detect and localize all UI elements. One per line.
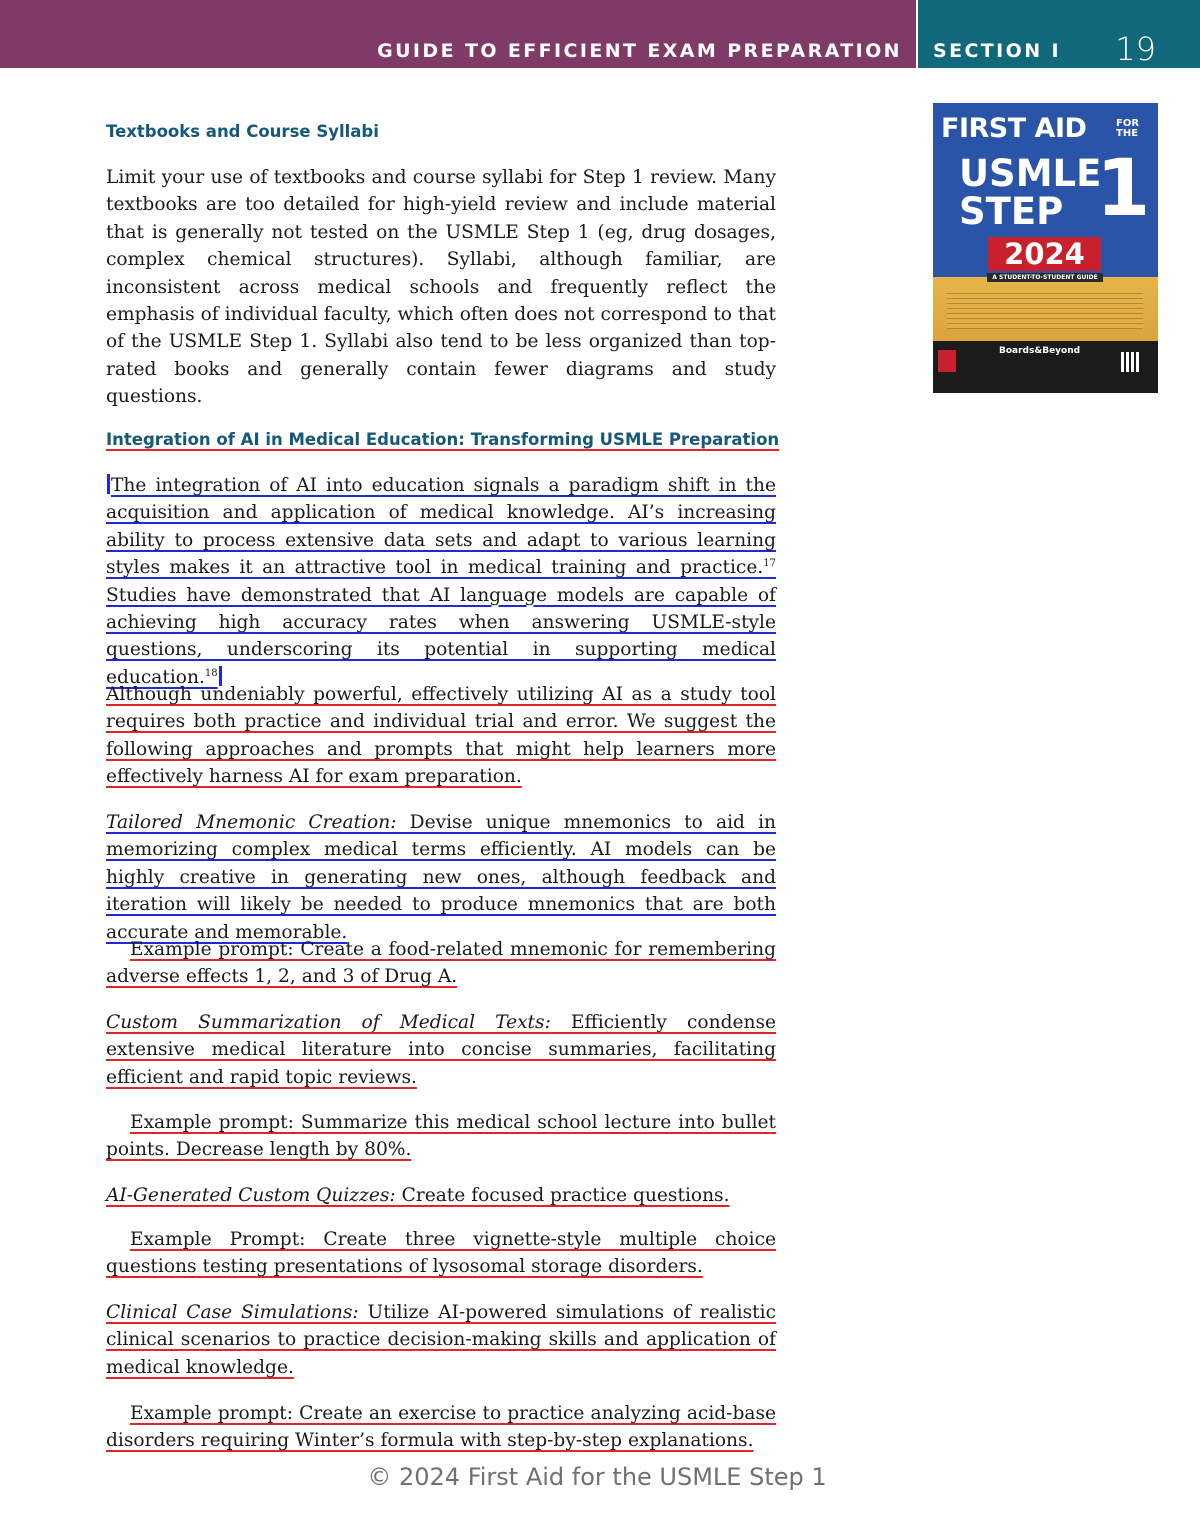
textbooks-body [106,164,776,411]
item-quizzes [106,1182,776,1209]
item-title: Custom Summarization of Medical Texts: [106,1012,551,1033]
item-title: Clinical Case Simulations: [106,1302,359,1323]
page-number: 19 [1115,30,1156,68]
header-section: SECTION I [933,40,1061,62]
item-desc: Devise unique mnemonics to aid in memorizing complex medical terms efficiently. AI models can be highly creative in generating new ones, although feedback and iteration will likely be needed to produce mnemonics that are both accurate and memorable. [106,812,776,943]
cover-usmle: USMLE [959,152,1102,195]
item-desc: Utilize AI-powered simulations of realistic clinical scenarios to practice decision-making skills and application of medical knowledge. [106,1302,777,1378]
item-mnemonic [106,809,776,946]
item-desc: Create focused practice questions. [395,1185,730,1206]
ai-p1-b: Studies have demonstrated that AI language models are capable of achieving high accuracy rates when answering USMLE-style questions, underscoring its potential in supporting medical education. [106,584,776,688]
ai-p1-a: The integration of AI into education signals a paradigm shift in the acquisition and application of medical knowledge. AI’s increasing ability to process extensive data sets and adapt to various learning styles makes it an attractive tool in medical training and practice. [106,475,776,579]
cover-subtitle: A STUDENT-TO-STUDENT GUIDE [987,273,1103,282]
example-simulations [106,1400,776,1455]
textbooks-paragraph: Limit your use of textbooks and course syllabi for Step 1 review. Many textbooks are too detailed for high-yield review and include material that is generally not tested on the USMLE Step 1 (eg, drug dosages, complex chemical structures). Syllabi, although familiar, are inconsistent across medical schools and frequently reflect the emphasis of individual faculty, which often does not correspond to that of the USMLE Step 1. Syllabi also tend to be less organized than top-rated books and generally contain fewer diagrams and study questions. [106,167,776,408]
cover-fine-print [947,289,1143,329]
footer [0,1463,1200,1491]
ref-17: 17 [763,558,776,570]
ai-heading: Integration of AI in Medical Education: Transforming USMLE Preparation [106,430,780,449]
cover-title [959,152,1102,233]
example-text: Example prompt: Create an exercise to practice analyzing acid-base disorders requiring Winter’s formula with step-by-step explanations. [106,1403,776,1452]
item-desc: Efficiently condense extensive medical literature into concise summaries, facilitating efficient and rapid topic reviews. [106,1012,776,1088]
cover-boards-beyond: Boards&Beyond [999,346,1081,356]
textbooks-heading: Textbooks and Course Syllabi [106,122,379,141]
cover-for-the: FOR THE [1116,118,1140,139]
ai-paragraph-1 [106,472,776,691]
item-title: Tailored Mnemonic Creation: [106,812,397,833]
item-simulations [106,1299,776,1381]
example-text: Example prompt: Create a food-related mnemonic for remembering adverse effects 1, 2, and 3 of Drug A. [106,939,776,988]
ref-18: 18 [204,667,218,679]
header-guide-title: GUIDE TO EFFICIENT EXAM PREPARATION [377,40,902,62]
example-quizzes [106,1226,776,1281]
ai-paragraph-2 [106,681,776,791]
item-summarization [106,1009,776,1091]
example-summarization [106,1109,776,1164]
book-cover [933,103,1158,393]
edit-marker [107,474,110,494]
copyright: © 2024 First Aid for the USMLE Step 1 [367,1463,827,1491]
publisher-logo-icon [938,350,956,372]
ai-p2: Although undeniably powerful, effectively utilizing AI as a study tool requires both practice and individual trial and error. We suggest the following approaches and prompts that might help learners more effectively harness AI for exam preparation. [106,684,776,788]
cover-step-number: 1 [1096,144,1151,234]
cover-step: STEP [959,190,1064,233]
example-mnemonic [106,936,776,991]
example-text: Example Prompt: Create three vignette-style multiple choice questions testing presentations of lysosomal storage disorders. [106,1229,776,1278]
cover-year: 2024 [988,237,1101,271]
qr-code-icon [1121,352,1141,372]
item-title: AI-Generated Custom Quizzes: [106,1185,396,1206]
cover-first-aid: FIRST AID [941,113,1087,144]
example-text: Example prompt: Summarize this medical school lecture into bullet points. Decrease length by 80%. [106,1112,776,1161]
